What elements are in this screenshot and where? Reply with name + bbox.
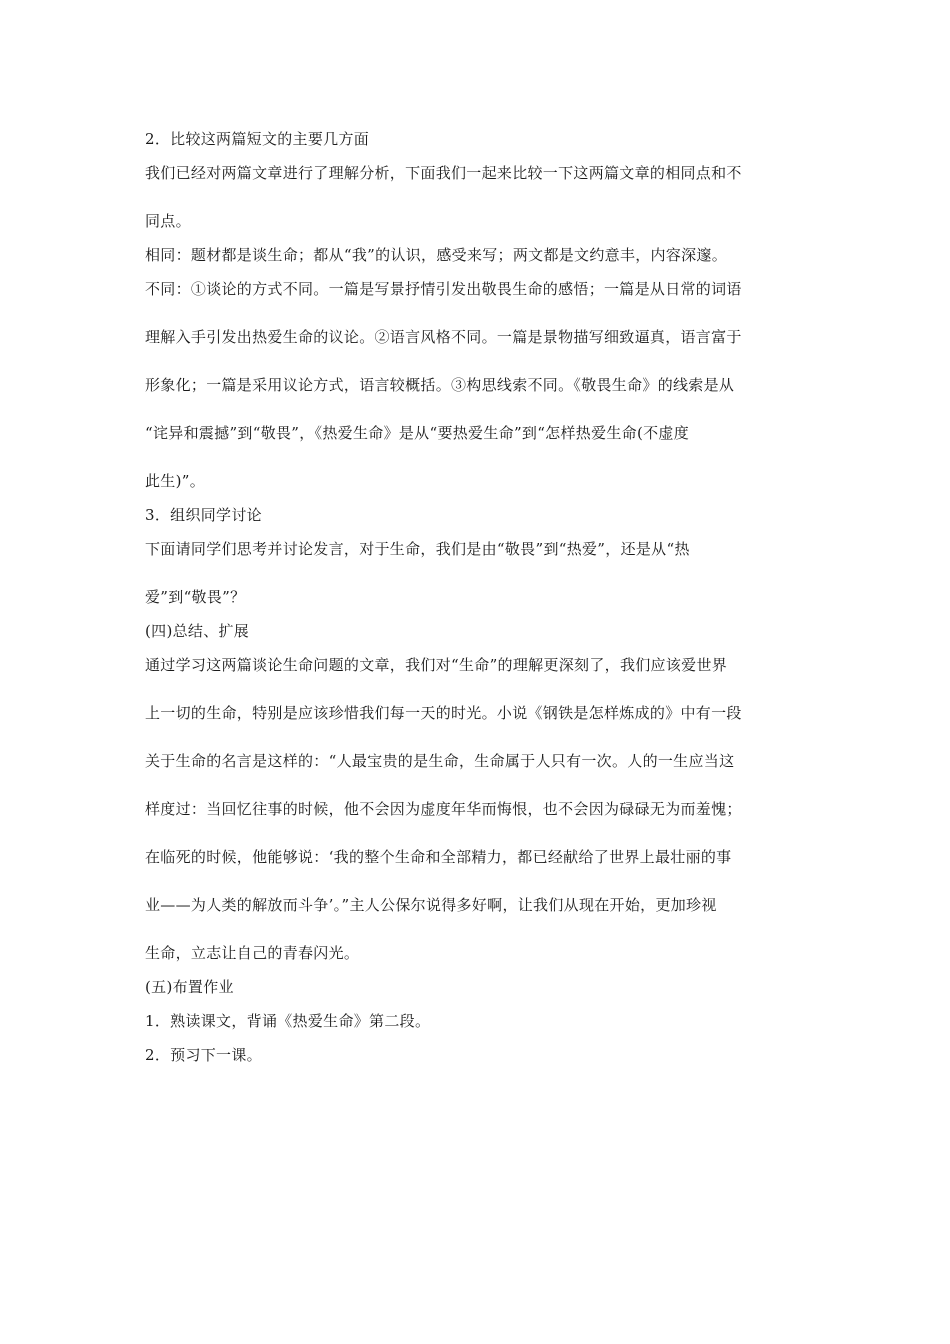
paragraph-differences [145,278,810,491]
text-line: 同点。 [145,212,191,230]
paragraph-intro [145,162,810,231]
subheading-compare: 2．比较这两篇短文的主要几方面 [145,130,370,148]
text-line: 样度过：当回忆往事的时候，他不会因为虚度年华而悔恨，也不会因为碌碌无为而羞愧； [145,800,742,818]
text-line: 此生)”。 [145,472,206,490]
paragraph-summary [145,654,810,963]
text-line: 在临死的时候，他能够说：‘我的整个生命和全部精力，都已经献给了世界上最壮丽的事 [145,848,732,866]
text-line: 上一切的生命，特别是应该珍惜我们每一天的时光。小说《钢铁是怎样炼成的》中有一段 [145,704,742,722]
homework-item: 1．熟读课文，背诵《热爱生命》第二段。 [145,1012,431,1030]
homework-item: 2．预习下一课。 [145,1046,262,1064]
paragraph-discussion [145,538,810,607]
text-line: “诧异和震撼”到“敬畏”，《热爱生命》是从“要热爱生命”到“怎样热爱生命(不虚度 [145,424,690,442]
text-line: 关于生命的名言是这样的：“人最宝贵的是生命，生命属于人只有一次。人的一生应当这 [145,752,735,770]
section-heading-homework: (五)布置作业 [145,978,234,996]
text-line: 理解入手引发出热爱生命的议论。②语言风格不同。一篇是景物描写细致逼真，语言富于 [145,328,742,346]
text-line: 下面请同学们思考并讨论发言，对于生命，我们是由“敬畏”到“热爱”，还是从“热 [145,540,690,558]
subheading-discussion: 3．组织同学讨论 [145,506,262,524]
paragraph-similarities: 相同：题材都是谈生命；都从“我”的认识，感受来写；两文都是文约意丰，内容深邃。 [145,246,728,264]
document-page [145,128,810,1065]
text-line: 生命，立志让自己的青春闪光。 [145,944,360,962]
text-line: 我们已经对两篇文章进行了理解分析，下面我们一起来比较一下这两篇文章的相同点和不 [145,164,742,182]
text-line: 业——为人类的解放而斗争’。”主人公保尔说得多好啊，让我们从现在开始，更加珍视 [145,896,717,914]
text-line: 爱”到“敬畏”？ [145,588,246,606]
text-line: 不同：①谈论的方式不同。一篇是写景抒情引发出敬畏生命的感悟；一篇是从日常的词语 [145,280,742,298]
text-line: 通过学习这两篇谈论生命问题的文章，我们对“生命”的理解更深刻了，我们应该爱世界 [145,656,728,674]
text-line: 形象化；一篇是采用议论方式，语言较概括。③构思线索不同。《敬畏生命》的线索是从 [145,376,735,394]
section-heading-summary: (四)总结、扩展 [145,622,250,640]
